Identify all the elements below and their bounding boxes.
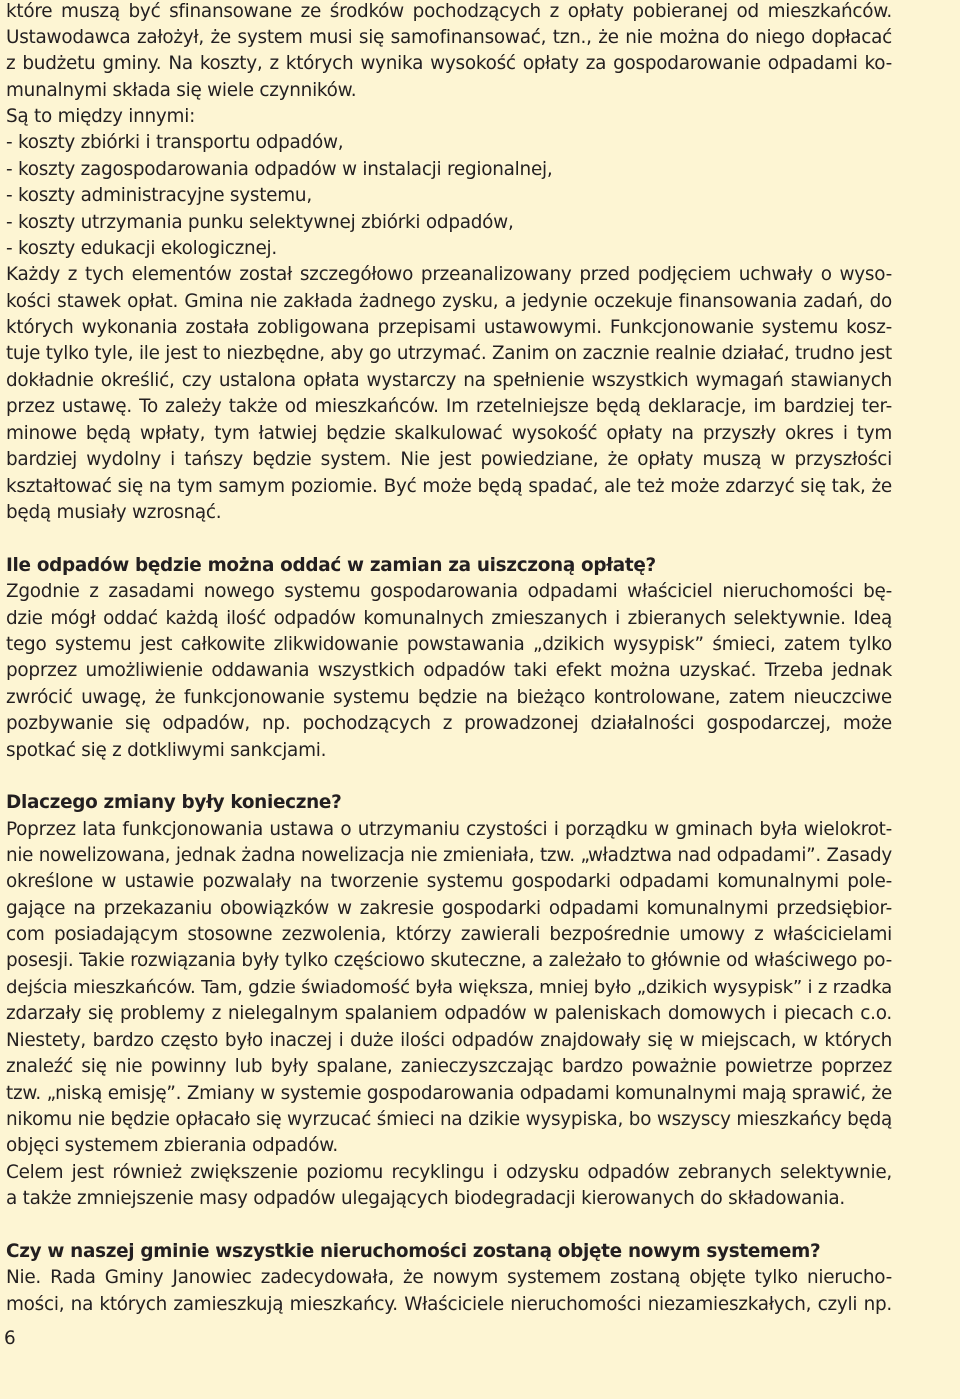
body-text-line: Każdy z tych elementów został szczegółowo przeanalizowany przed podjęciem uchwały o wyso- — [6, 264, 892, 285]
body-text-line: objęci systemem zbierania odpadów. — [6, 1135, 338, 1156]
body-text-line: dejścia mieszkańców. Tam, gdzie świadomość była większa, mniej było „dzikich wysypisk” i z rzadka — [6, 977, 892, 998]
body-text-line: Są to między innymi: — [6, 106, 196, 127]
body-text-line: minowe będą wpłaty, tym łatwiej będzie skalkulować wysokość opłaty na przyszły okres i tym — [6, 423, 892, 444]
body-text-line: tzw. „niską emisję”. Zmiany w systemie gospodarowania odpadami komunalnymi mają sprawić, że — [6, 1083, 892, 1104]
body-text-line: tuje tylko tyle, ile jest to niezbędne, aby go utrzymać. Zanim on zacznie realnie działać, trudno jest — [6, 343, 892, 364]
list-item: - koszty utrzymania punku selektywnej zbiórki odpadów, — [6, 212, 514, 233]
body-text-line: Nie. Rada Gminy Janowiec zadecydowała, że nowym systemem zostaną objęte tylko nierucho- — [6, 1267, 892, 1288]
body-text-line: munalnymi składa się wiele czynników. — [6, 80, 357, 101]
body-text-line: kształtować się na tym samym poziomie. Być może będą spadać, ale też może zdarzyć się tak, że — [6, 476, 892, 497]
body-text-line: posesji. Takie rozwiązania były tylko częściowo skuteczne, a zależało to głównie od właściwego po- — [6, 950, 892, 971]
body-text-line: Celem jest również zwiększenie poziomu recyklingu i odzysku odpadów zebranych selektywnie, — [6, 1162, 892, 1183]
body-text-line: pozbywanie się odpadów, np. pochodzących z prowadzonej działalności gospodarczej, może — [6, 713, 892, 734]
body-text-line: mości, na których zamieszkują mieszkańcy. Właściciele nieruchomości niezamieszkałych, czyli np. — [6, 1294, 892, 1315]
body-text-line: Ustawodawca założył, że system musi się samofinansować, tzn., że nie można do niego dopłacać — [6, 27, 892, 48]
section-heading: Dlaczego zmiany były konieczne? — [6, 792, 342, 813]
body-text-line: będą musiały wzrosnąć. — [6, 502, 222, 523]
page-number: 6 — [4, 1328, 16, 1349]
body-text-line: a także zmniejszenie masy odpadów ulegających biodegradacji kierowanych do składowania. — [6, 1188, 845, 1209]
body-text-line: spotkać się z dotkliwymi sankcjami. — [6, 740, 327, 761]
body-text-line: Poprzez lata funkcjonowania ustawa o utrzymaniu czystości i porządku w gminach była wielokrot- — [6, 819, 892, 840]
body-text-line: bardziej wydolny i tańszy będzie system. Nie jest powiedziane, że opłaty muszą w przyszłości — [6, 449, 892, 470]
body-text-line: nikomu nie będzie opłacało się wyrzucać śmieci na dzikie wysypiska, bo wszyscy mieszkańcy będą — [6, 1109, 892, 1130]
body-text-line: nie nowelizowana, jednak żadna nowelizacja nie zmieniała, tzw. „władztwa nad odpadami”. Zasady — [6, 845, 892, 866]
body-text-line: tego systemu jest całkowite zlikwidowanie powstawania „dzikich wysypisk” śmieci, zatem tylko — [6, 634, 892, 655]
body-text-line: dzie mógł oddać każdą ilość odpadów komunalnych zmieszanych i zbieranych selektywnie. Ideą — [6, 608, 892, 629]
body-text-line: których wykonania została zobligowana przepisami ustawowymi. Funkcjonowanie systemu kosz- — [6, 317, 892, 338]
list-item: - koszty zbiórki i transportu odpadów, — [6, 132, 344, 153]
body-text-line: dokładnie określić, czy ustalona opłata wystarczy na spełnienie wszystkich wymagań stawianych — [6, 370, 892, 391]
body-text-line: gające na przekazaniu obowiązków w zakresie gospodarki odpadami komunalnymi przedsiębior- — [6, 898, 892, 919]
body-text-line: które muszą być sfinansowane ze środków pochodzących z opłaty pobieranej od mieszkańców. — [6, 1, 892, 22]
body-text-line: Zgodnie z zasadami nowego systemu gospodarowania odpadami właściciel nieruchomości bę- — [6, 581, 892, 602]
body-text-line: poprzez umożliwienie oddawania wszystkich odpadów taki efekt można uzyskać. Trzeba jednak — [6, 660, 892, 681]
body-text-line: zdarzały się problemy z nielegalnym spalaniem odpadów w paleniskach domowych i piecach c.o. — [6, 1003, 892, 1024]
body-text-line: przez ustawę. To zależy także od mieszkańców. Im rzetelniejsze będą deklaracje, im bardziej ter- — [6, 396, 892, 417]
body-text-line: kości stawek opłat. Gmina nie zakłada żadnego zysku, a jedynie oczekuje finansowania zadań, do — [6, 291, 892, 312]
list-item: - koszty administracyjne systemu, — [6, 185, 312, 206]
section-heading: Czy w naszej gminie wszystkie nieruchomości zostaną objęte nowym systemem? — [6, 1241, 821, 1262]
body-text-line: z budżetu gminy. Na koszty, z których wynika wysokość opłaty za gospodarowanie odpadami ko- — [6, 53, 892, 74]
body-text-line: zwrócić uwagę, że funkcjonowanie systemu będzie na bieżąco kontrolowane, zatem nieuczciwe — [6, 687, 892, 708]
body-text-line: Niestety, bardzo często było inaczej i duże ilości odpadów znajdowały się w miejscach, w których — [6, 1030, 892, 1051]
body-text-line: znaleźć się nie powinny lub były spalane, zanieczyszczając bardzo poważnie powietrze poprzez — [6, 1056, 892, 1077]
section-heading: Ile odpadów będzie można oddać w zamian za uiszczoną opłatę? — [6, 555, 656, 576]
body-text-line: określone w ustawie pozwalały na tworzenie systemu gospodarki odpadami komunalnymi pole- — [6, 871, 892, 892]
list-item: - koszty zagospodarowania odpadów w instalacji regionalnej, — [6, 159, 553, 180]
list-item: - koszty edukacji ekologicznej. — [6, 238, 277, 259]
body-text-line: com posiadającym stosowne zezwolenia, którzy zawierali bezpośrednie umowy z właścicielami — [6, 924, 892, 945]
